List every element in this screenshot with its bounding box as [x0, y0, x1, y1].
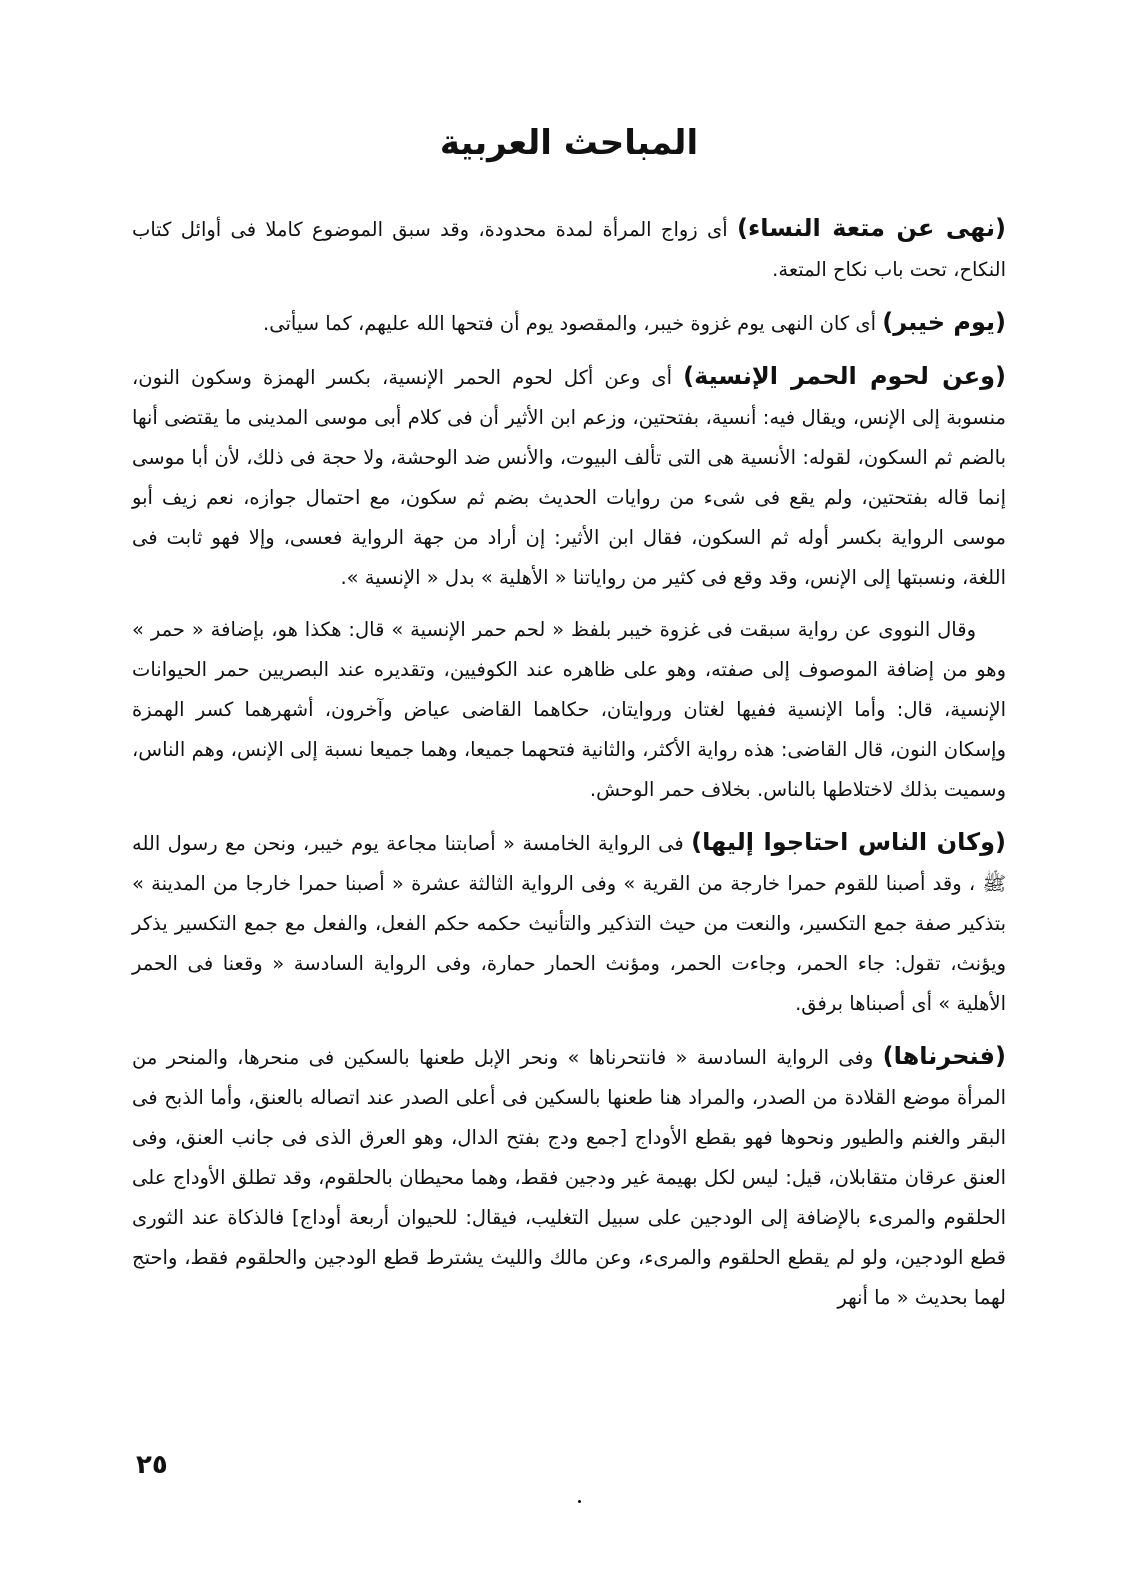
paragraph-heading: (يوم خيبر): [882, 307, 1006, 336]
paragraph-text: وقال النووى عن رواية سبقت فى غزوة خيبر بلفظ « لحم حمر الإنسية » قال: هكذا هو، بإضافة « حمر » وهو من إضافة الموصوف إلى صفته، وهو على ظاهره عند الكوفيين، وتقديره عند البصريين حمر الحيوانات الإنسية، قال: وأما الإنسية ففيها لغتان وروايتان، حكاهما القاضى عياض وآخرون، أشهرهما كسر الهمزة وإسكان النون، قال القاضى: هذه رواية الأكثر، والثانية فتحهما جميعا، وهما جميعا نسبة إلى الإنس، وهم الناس، وسميت بذلك لاختلاطها بالناس. بخلاف حمر الوحش.: [132, 617, 1006, 801]
paragraph-text: أى كان النهى يوم غزوة خيبر، والمقصود يوم أن فتحها الله عليهم، كما سيأتى.: [263, 311, 883, 335]
paragraph-heading: (وعن لحوم الحمر الإنسية): [683, 361, 1006, 390]
paragraph-text: فى الرواية الخامسة « أصابتنا مجاعة يوم خيبر، ونحن مع رسول الله ﷺ ، وقد أصبنا للقوم حمرا خارجة من القرية » وفى الرواية الثالثة عشرة « أصبنا حمرا خارجا من المدينة » بتذكير صفة جمع التكسير، والنعت من حيث التذكير والتأنيث حكمه حكم الفعل، والفعل مع جمع التكسير يذكر ويؤنث، تقول: جاء الحمر، وجاءت الحمر، ومؤنث الحمار حمارة، وفى الرواية السادسة « وقعنا فى الحمر الأهلية » أى أصبناها برفق.: [132, 831, 1006, 1015]
paragraph-khaybar: [132, 302, 1006, 344]
paragraph-heading: (وكان الناس احتاجوا إليها): [691, 827, 1006, 856]
page-title: المباحث العربية: [439, 123, 699, 163]
paragraph-slaughter: [132, 1036, 1006, 1318]
paragraph-mutah: [132, 208, 1006, 290]
paragraph-text: وفى الرواية السادسة « فانتحرناها » ونحر الإبل طعنها بالسكين فى منحرها، والمنحر من المرأة موضع القلادة من الصدر، والمراد هنا طعنها بالسكين فى أعلى الصدر عند اتصاله بالعنق، وأما الذبح فى البقر والغنم والطيور ونحوها فهو بقطع الأوداج [جمع ودج بفتح الدال، وهو العرق الذى فى جانب العنق، وفى العنق عرقان متقابلان، قيل: ليس لكل بهيمة غير ودجين فقط، وهما محيطان بالحلقوم، وقد تطلق الأوداج على الحلقوم والمرىء بالإضافة إلى الودجين على سبيل التغليب، فيقال: للحيوان أربعة أوداج] فالذكاة عند الثورى قطع الودجين، ولو لم يقطع الحلقوم والمرىء، وعن مالك والليث يشترط قطع الودجين والحلقوم فقط، واحتج لهما بحديث « ما أنهر: [132, 1045, 1006, 1309]
page-number: ٢٥: [136, 1450, 168, 1480]
paragraph-donkey-meat: [132, 356, 1006, 598]
page-body: [132, 100, 1006, 1330]
paragraph-people-needed: [132, 822, 1006, 1024]
paragraph-heading: (نهى عن متعة النساء): [737, 213, 1006, 242]
paragraph-nawawi: [132, 610, 1006, 810]
paragraph-text: أى وعن أكل لحوم الحمر الإنسية، بكسر الهمزة وسكون النون، منسوبة إلى الإنس، ويقال فيه: أنسية، بفتحتين، وزعم ابن الأثير أن فى كلام أبى موسى المدينى ما يقتضى أنها بالضم ثم السكون، لقوله: الأنسية هى التى تألف البيوت، والأنس ضد الوحشة، ولا حجة فى ذلك، لأن أبا موسى إنما قاله بفتحتين، ولم يقع فى شىء من روايات الحديث بضم ثم سكون، مع احتمال جوازه، نعم زيف أبو موسى الرواية بكسر أوله ثم السكون، فقال ابن الأثير: إن أراد من جهة الرواية فعسى، وإلا فهو ثابت فى اللغة، ونسبتها إلى الإنس، وقد وقع فى كثير من رواياتنا « الأهلية » بدل « الإنسية ».: [132, 365, 1006, 589]
scan-dot: [578, 1500, 581, 1503]
paragraph-text: أى زواج المرأة لمدة محدودة، وقد سبق الموضوع كاملا فى أوائل كتاب النكاح، تحت باب نكاح المتعة.: [132, 217, 1006, 281]
paragraph-heading: (فنحرناها): [882, 1041, 1006, 1070]
